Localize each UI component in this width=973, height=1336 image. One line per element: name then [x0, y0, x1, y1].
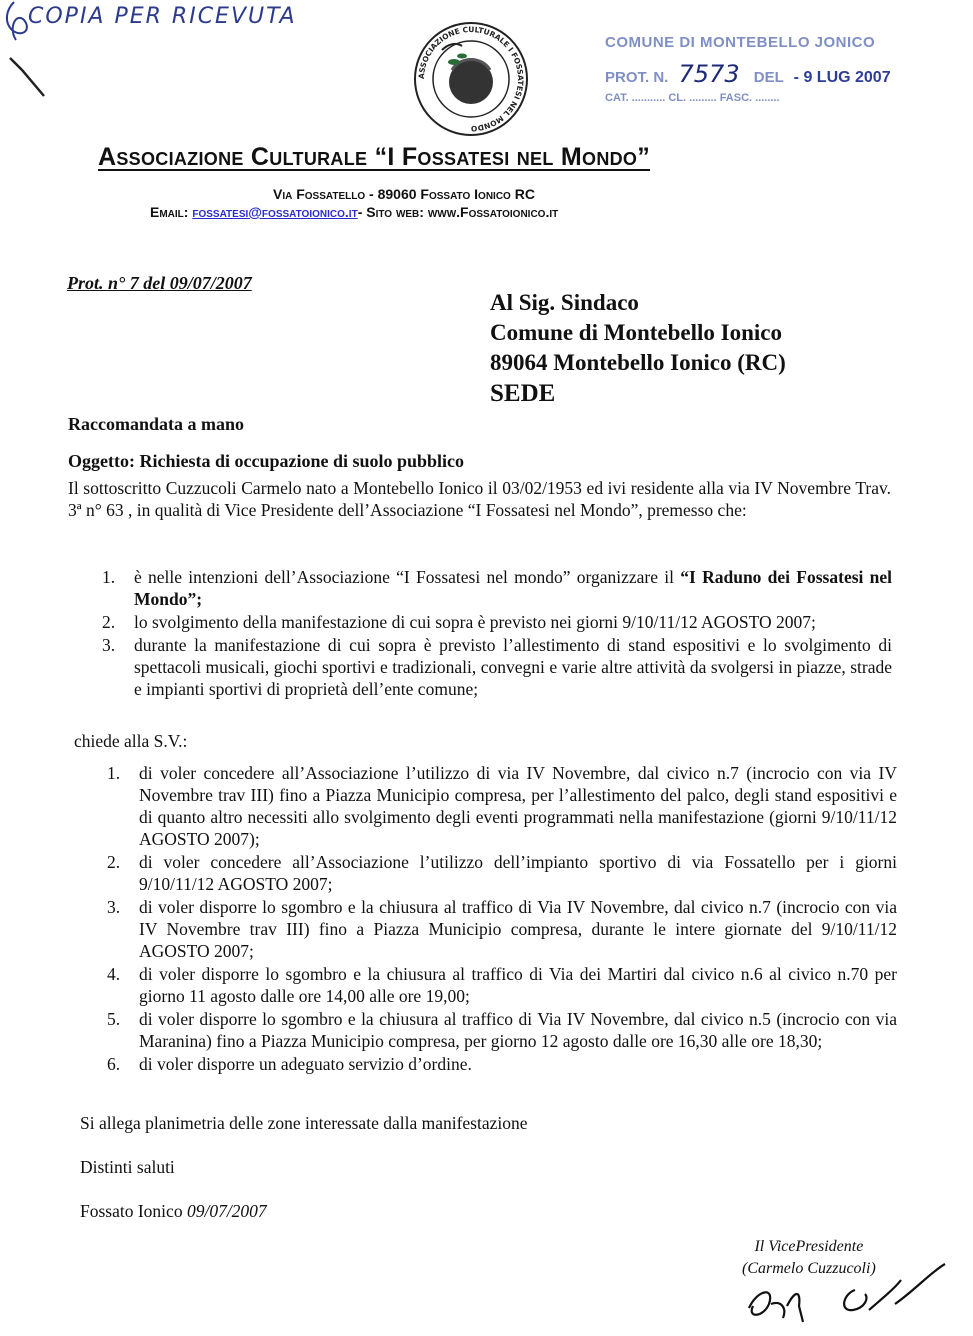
date: 09/07/2007 [186, 1201, 267, 1221]
stamp-prot-number: 7573 [678, 60, 740, 88]
request-item: 4. di voler disporre lo sgombro e la chiusura al traffico di Via dei Martiri dal civico n.6 al civico n.70 per giorno 11 agosto dalle ore 14,00 alle ore 19,00; [107, 964, 897, 1006]
association-address: Via Fossatello - 89060 Fossato Ionico RC [273, 186, 535, 202]
signature-role: Il VicePresidente [754, 1238, 864, 1255]
premise-item: 2. lo svolgimento della manifestazione di cui sopra è previsto nei giorni 9/10/11/12 AGOSTO 2007; [102, 612, 816, 632]
stamp-line-1: COMUNE DI MONTEBELLO JONICO [605, 34, 876, 51]
handwritten-signature-icon [735, 1260, 960, 1336]
recipient-line-3: 89064 Montebello Ionico (RC) [490, 350, 786, 375]
closing-salutation: Distinti saluti [80, 1157, 175, 1177]
recipient-block [490, 288, 786, 410]
email-link[interactable]: fossatesi@fossatoionico.it [192, 204, 358, 220]
recipient-line-2: Comune di Montebello Ionico [490, 320, 782, 345]
stamp-del-label: DEL [753, 69, 784, 86]
recipient-line-4: SEDE [490, 380, 556, 407]
place-date [80, 1200, 267, 1222]
subject-line: Oggetto: Richiesta di occupazione di suolo pubblico [68, 451, 465, 471]
association-logo [412, 20, 530, 138]
premise-item: 1. è nelle intenzioni dell’Associazione “I Fossatesi nel mondo” organizzare il “I Raduno dei Fossatesi nel Mondo”; [102, 567, 892, 609]
handwritten-note-text: COPIA PER RICEVUTA [28, 4, 297, 29]
requests-list [107, 762, 897, 1076]
premise-item: 3. durante la manifestazione di cui sopra è previsto l’allestimento di stand espositivi e lo svolgimento di spettacoli musicali, giochi sportivi e tradizionali, convegni e varie altre attività da svolgersi in piazze, strade e impianti sportivi di proprietà dell’ente comune; [102, 635, 892, 699]
email-label: Email: [150, 204, 189, 220]
protocol-stamp [603, 34, 913, 124]
premises-list [102, 566, 892, 701]
place: Fossato Ionico [80, 1201, 183, 1221]
request-intro: chiede alla S.V.: [74, 731, 188, 751]
intro-paragraph: Il sottoscritto Cuzzucoli Carmelo nato a Montebello Ionico il 03/02/1953 ed ivi residente alla via IV Novembre Trav. 3ª n° 63 , in qualità di Vice Presidente dell’Associazione “I Fossatesi nel Mondo”, premesso che: [68, 478, 891, 520]
stamp-line-2 [605, 60, 891, 88]
logo-ring-text: ASSOCIAZIONE CULTURALE I FOSSATESI NEL MONDO [416, 24, 526, 134]
request-item: 5. di voler disporre lo sgombro e la chiusura al traffico di Via IV Novembre, dal civico n.5 (incrocio con via Maranina) fino a Piazza Municipio compresa, per giorno 12 agosto dalle ore 16,30 alle ore 18,30; [107, 1009, 897, 1051]
recipient-line-1: Al Sig. Sindaco [490, 290, 639, 315]
signature-name: (Carmelo Cuzzucoli) [742, 1260, 876, 1277]
request-item: 2. di voler concedere all’Associazione l’utilizzo dell’impianto sportivo di via Fossatello per i giorni 9/10/11/12 AGOSTO 2007; [107, 852, 897, 894]
association-contacts [150, 204, 558, 220]
attachment-note: Si allega planimetria delle zone interessate dalla manifestazione [80, 1113, 528, 1133]
association-title: Associazione Culturale “I Fossatesi nel Mondo” [98, 143, 651, 171]
stamp-date: - 9 LUG 2007 [793, 69, 891, 86]
protocol-number: Prot. n° 7 del 09/07/2007 [67, 273, 252, 293]
web-label: - Sito web: [357, 204, 424, 220]
stamp-line-3: CAT. ........... CL. ......... FASC. ........ [605, 92, 780, 104]
request-item: 6. di voler disporre un adeguato servizio d’ordine. [107, 1054, 472, 1074]
delivery-method: Raccomandata a mano [68, 414, 244, 434]
request-item: 3. di voler disporre lo sgombro e la chiusura al traffico di Via IV Novembre, dal civico n.7 (incrocio con via IV Novembre trav III) fino a Piazza Municipio compresa, durante le intere giornate del 9/10/11/12 AGOSTO 2007; [107, 897, 897, 961]
handwritten-note [2, 0, 302, 100]
website-link[interactable]: www.Fossatoionico.it [427, 204, 559, 220]
stamp-prot-label: PROT. N. [605, 69, 669, 86]
request-item: 1. di voler concedere all’Associazione l’utilizzo di via IV Novembre, dal civico n.7 (incrocio con via IV Novembre trav III) fino a Piazza Municipio compresa, per l’allestimento del palco, degli stand espositivi e di quanto altro necessiti allo svolgimento degli eventi programmati nella manifestazione (giorni 9/10/11/12 AGOSTO 2007); [107, 763, 897, 849]
